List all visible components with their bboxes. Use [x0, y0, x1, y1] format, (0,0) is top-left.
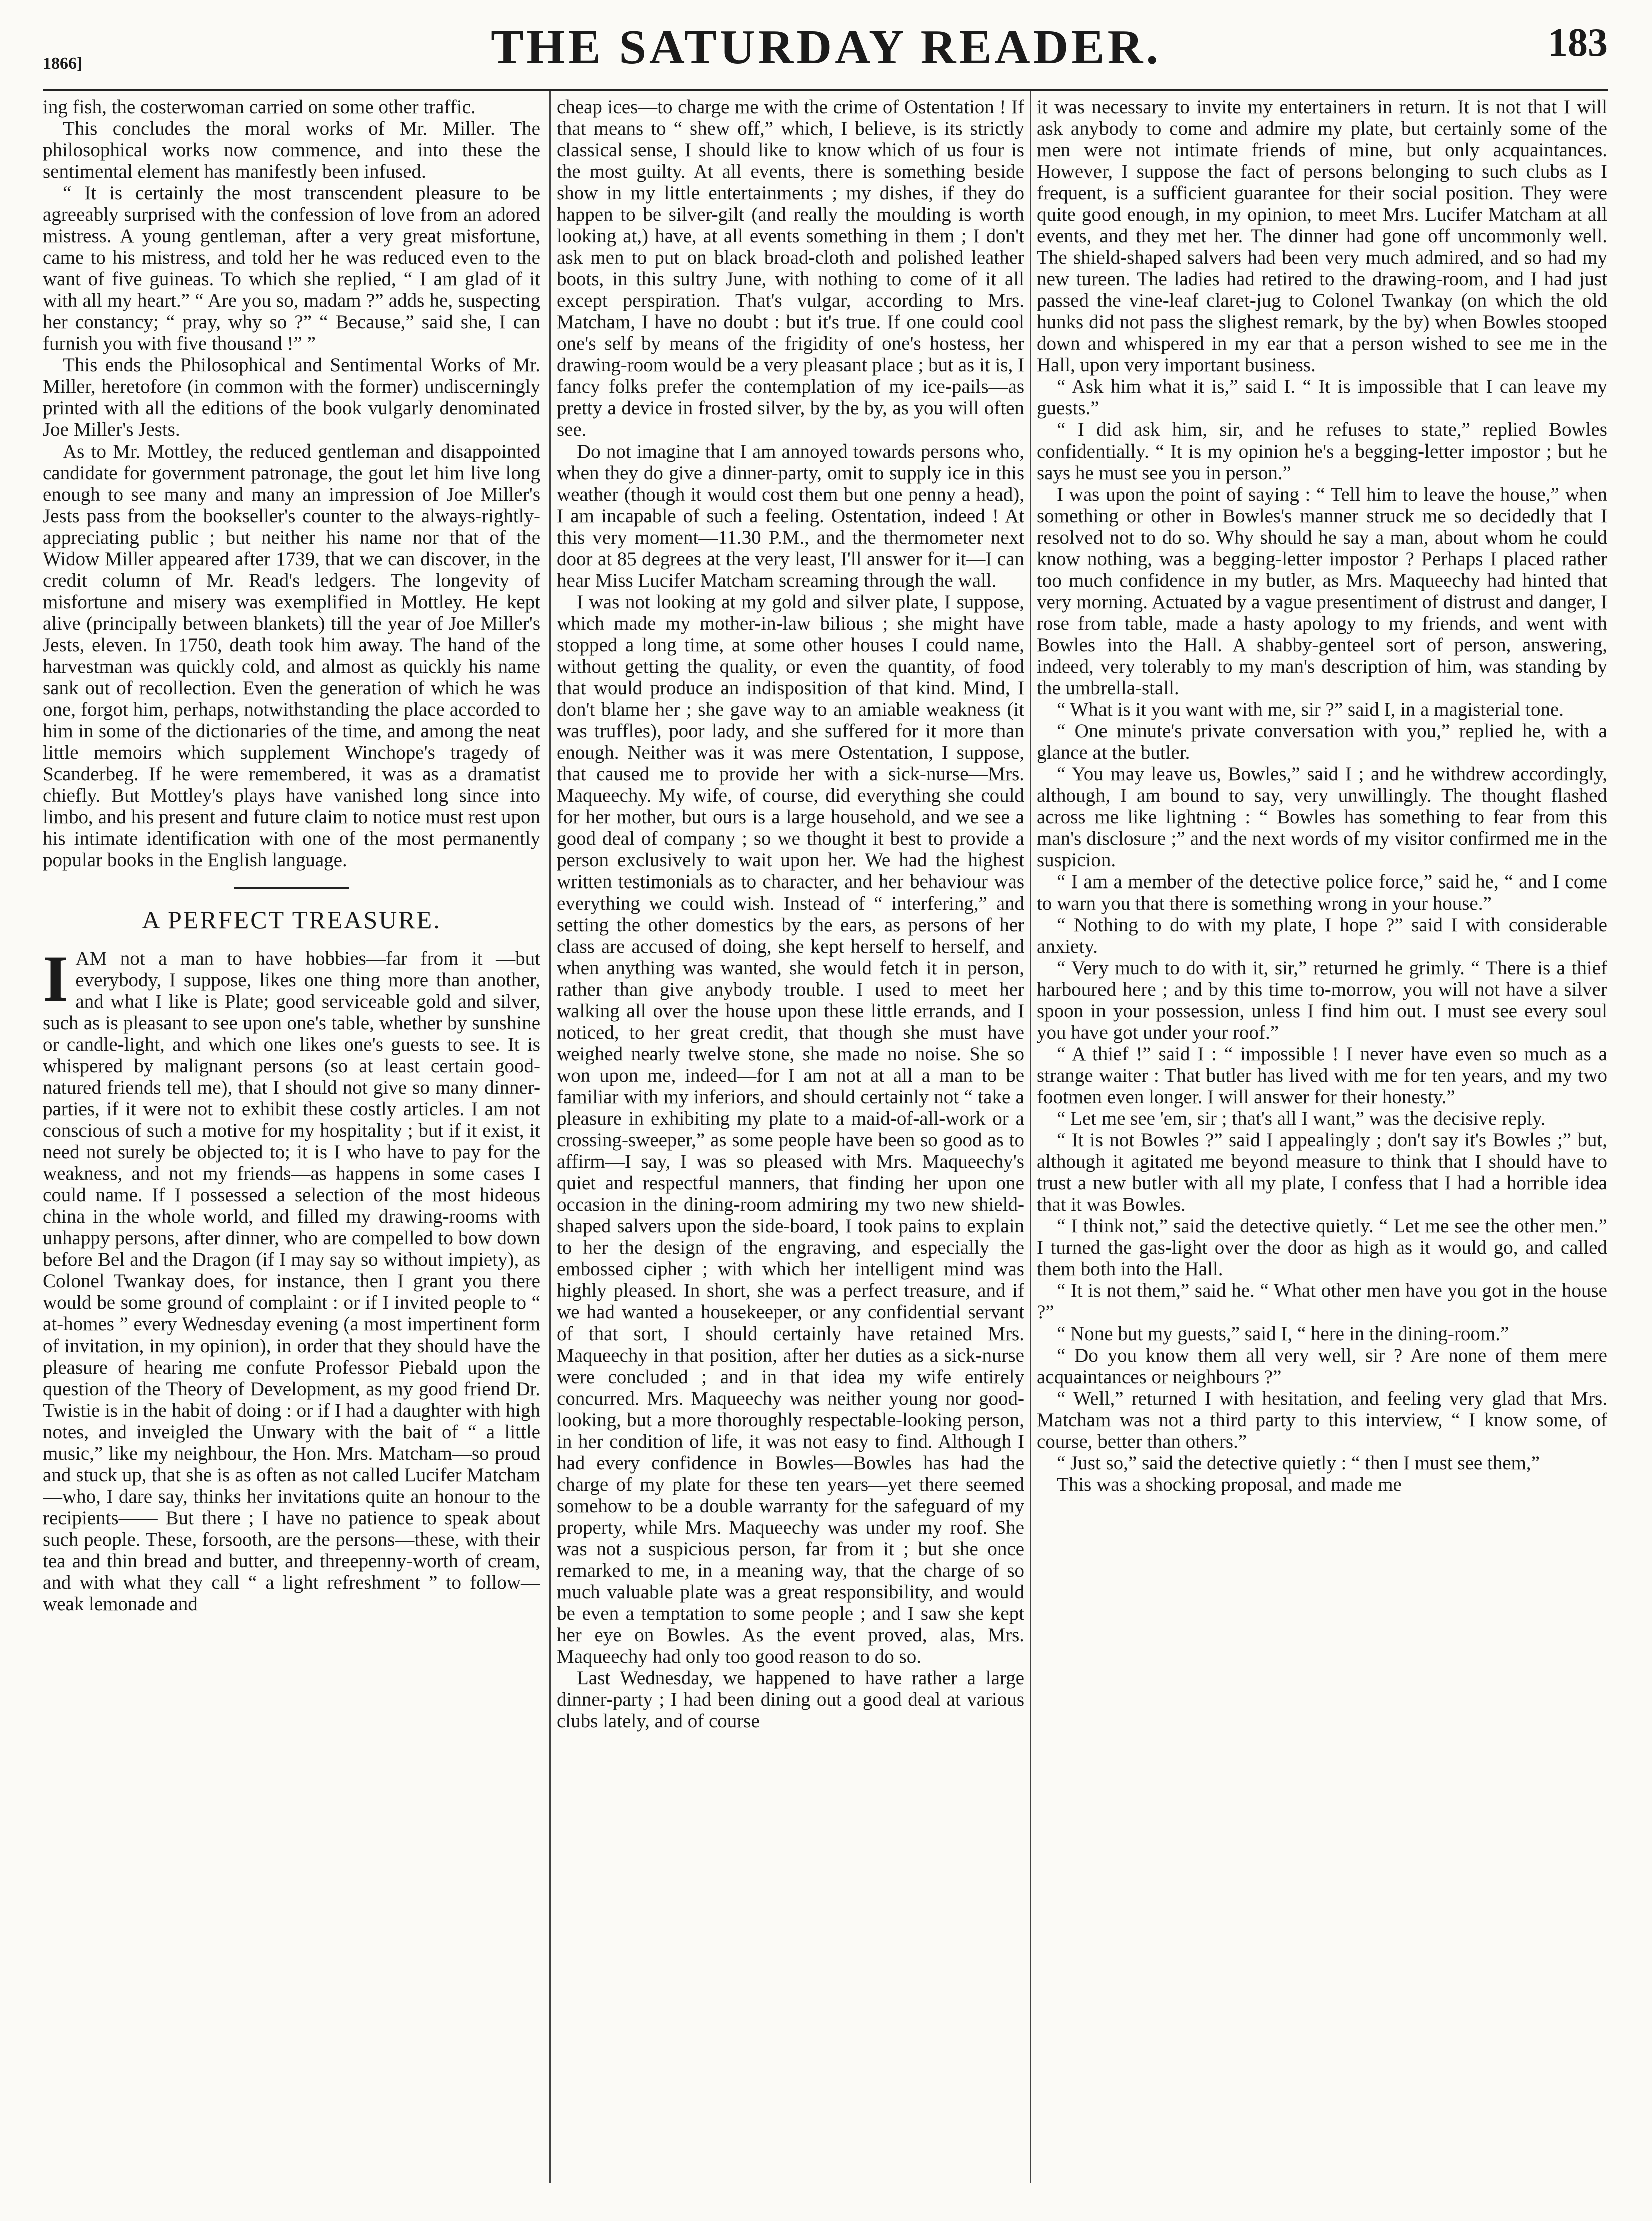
dialogue-paragraph: “ Do you know them all very well, sir ? Are none of them mere acquaintances or neighbours ?”: [1037, 1345, 1607, 1388]
paragraph: This ends the Philosophical and Sentimental Works of Mr. Miller, heretofore (in common with the former) undiscerningly printed with all the editions of the book vulgarly denominated Joe Miller's Jests.: [43, 354, 540, 440]
paragraph: I was not looking at my gold and silver plate, I suppose, which made my mother-in-law bilious ; she might have stopped a long time, at some other houses I could name, without getting the quality, or even the quantity, of food that would produce an indisposition of that kind. Mind, I don't blame her ; she gave way to an amiable weakness (it was truffles), poor lady, and she suffered for it more than enough. Neither was it was mere Ostentation, I suppose, that caused me to provide her with a sick-nurse—Mrs. Maqueechy. My wife, of course, did everything she could for her mother, but ours is a large household, and we see a good deal of company ; so we thought it best to provide a person exclusively to wait upon her. We had the highest written testimonials as to character, and her behaviour was everything we could wish. Instead of “ interfering,” and setting the other domestics by the ears, as persons of her class are accused of doing, she kept herself to herself, and when anything was wanted, she would fetch it in person, rather than give anybody trouble. I used to meet her walking all over the house upon these little errands, and I noticed, to her great credit, that though she must have weighed nearly twelve stone, she made no noise. She so won upon me, indeed—for I am not at all a man to be familiar with my inferiors, and should certainly not “ take a pleasure in exhibiting my plate to a maid-of-all-work or a crossing-sweeper,” as some people have been so good as to affirm—I say, I was so pleased with Mrs. Maqueechy's quiet and respectful manners, that finding her upon one occasion in the dining-room admiring my two new shield-shaped salvers upon the side-board, I took pains to explain to her the design of the engraving, and especially the embossed cipher ; with which her intelligent mind was highly pleased. In short, she was a perfect treasure, and if we had wanted a housekeeper, or any confidential servant of that sort, I should certainly have retained Mrs. Maqueechy in that position, after her duties as a sick-nurse were concluded ; and in that idea my wife entirely concurred. Mrs. Maqueechy was neither young nor good-looking, but a more thoroughly respectable-looking person, in her condition of life, it was not easy to find. Although I had every confidence in Bowles—Bowles has had the charge of my plate for these ten years—yet there seemed somehow to be a double warranty for the safeguard of my property, while Mrs. Maqueechy was under my roof. She was not a suspicious person, far from it ; but she once remarked to me, in a meaning way, that the charge of so much valuable plate was a great responsibility, and would be even a temptation to some people ; and I saw she kept her eye on Bowles. As the event proved, alas, Mrs. Maqueechy had only too good reason to do so.: [557, 591, 1024, 1667]
paragraph: Do not imagine that I am annoyed towards persons who, when they do give a dinner-party, omit to supply ice in this weather (though it would cost them but one penny a head), I am incapable of such a feeling. Ostentation, indeed ! At this very moment—11.30 P.M., and the thermometer next door at 85 degrees at the very least, I'll answer for it—I can hear Miss Lucifer Matcham screaming through the wall.: [557, 440, 1024, 591]
header-rule: [43, 89, 1608, 91]
dialogue-paragraph: “ Ask him what it is,” said I. “ It is impossible that I can leave my guests.”: [1037, 376, 1607, 419]
quotation-paragraph: “ It is certainly the most transcendent pleasure to be agreeably surprised with the confession of love from an adored mistress. A young gentleman, after a very great misfortune, came to his mistress, and told her he was reduced even to the want of five guineas. To which she replied, “ I am glad of it with all my heart.” “ Are you so, madam ?” adds he, suspecting her constancy; “ pray, why so ?” “ Because,” said she, I can furnish you with five thousand !” ”: [43, 182, 540, 354]
dialogue-paragraph: “ Well,” returned I with hesitation, and feeling very glad that Mrs. Matcham was not a third party to this interview, “ I know some, of course, better than others.”: [1037, 1388, 1607, 1452]
paragraph: I was upon the point of saying : “ Tell him to leave the house,” when something or other in Bowles's manner struck me so decidedly that I resolved not to do so. Why should he say a man, about whom he could know nothing, was a begging-letter impostor ? Perhaps I placed rather too much confidence in my butler, as Mrs. Maqueechy had hinted that very morning. Actuated by a vague presentiment of distrust and danger, I rose from table, made a hasty apology to my friends, and went with Bowles into the Hall. A shabby-genteel sort of person, answering, indeed, very tolerably to my man's description of him, was standing by the umbrella-stall.: [1037, 484, 1607, 699]
article-title: A PERFECT TREASURE.: [142, 906, 441, 934]
paragraph: Last Wednesday, we happened to have rather a large dinner-party ; I had been dining out a good deal at various clubs lately, and of course: [557, 1667, 1024, 1732]
paragraph: ing fish, the costerwoman carried on some other traffic.: [43, 96, 476, 118]
dialogue-paragraph: “ What is it you want with me, sir ?” said I, in a magisterial tone.: [1057, 699, 1564, 720]
column-divider-2: [1030, 91, 1031, 2183]
section-rule: [234, 887, 349, 889]
dialogue-paragraph: “ I think not,” said the detective quietly. “ Let me see the other men.” I turned the gas-light over the door as high as it would go, and called them both into the Hall.: [1037, 1215, 1607, 1280]
paragraph: As to Mr. Mottley, the reduced gentleman and disappointed candidate for government patronage, the gout let him live long enough to see many and many an impression of Joe Miller's Jests pass from the bookseller's counter to the always-rightly-appreciating public ; but neither his name nor that of the Widow Miller appeared after 1739, that we can discover, in the credit column of Mr. Read's ledgers. The longevity of misfortune and misery was exemplified in Mottley. He kept alive (principally between blankets) till the year of Joe Miller's Jests, eleven. In 1750, death took him away. The hand of the harvestman was quickly cold, and almost as quickly his name sank out of recollection. Even the generation of which he was one, forgot him, perhaps, notwithstanding the place accorded to him in some of the dictionaries of the time, and among the neat little memoirs which supplement Winchope's tragedy of Scanderbeg. If he were remembered, it was as a dramatist chiefly. But Mottley's plays have vanished long since into limbo, and his present and future claim to notice must rest upon his intimate identification with one of the most permanently popular books in the English language.: [43, 440, 540, 871]
dialogue-paragraph: “ It is not them,” said he. “ What other men have you got in the house ?”: [1037, 1280, 1607, 1323]
dialogue-paragraph: “ Just so,” said the detective quietly : “ then I must see them,”: [1057, 1452, 1540, 1474]
paragraph: This concludes the moral works of Mr. Miller. The philosophical works now commence, and into these the sentimental element has manifestly been infused.: [43, 118, 540, 182]
column-divider-1: [549, 91, 551, 2183]
masthead-title: THE SATURDAY READER.: [491, 20, 1161, 74]
dialogue-paragraph: “ I am a member of the detective police force,” said he, “ and I come to warn you that there is something wrong in your house.”: [1037, 871, 1607, 914]
dialogue-paragraph: “ I did ask him, sir, and he refuses to state,” replied Bowles confidentially. “ It is my opinion he's a begging-letter impostor ; but he says he must see you in person.”: [1037, 419, 1607, 484]
paragraph: it was necessary to invite my entertainers in return. It is not that I will ask anybody to come and admire my plate, but certainly some of the men were not intimate friends of mine, but only acquaintances. However, I suppose the fact of persons belonging to such clubs as I frequent, is a sufficient guarantee for their social position. They were quite good enough, in my opinion, to meet Mrs. Lucifer Matcham at all events, and they met her. The dinner had gone off uncommonly well. The shield-shaped salvers had been very much admired, and so had my new tureen. The ladies had retired to the drawing-room, and I had just passed the vine-leaf claret-jug to Colonel Twankay (on which the old hunks did not pass the slighest remark, by the by) when Bowles stooped down and whispered in my ear that a person wished to see me in the Hall, upon very important business.: [1037, 96, 1607, 376]
page-header: [0, 0, 1652, 95]
dialogue-paragraph: “ You may leave us, Bowles,” said I ; and he withdrew accordingly, although, I am bound to say, very unwillingly. The thought flashed across me like lightning : “ Bowles has something to fear from this man's disclosure ;” and the next words of my visitor confirmed me in the suspicion.: [1037, 763, 1607, 871]
dialogue-paragraph: “ Nothing to do with my plate, I hope ?” said I with considerable anxiety.: [1037, 914, 1607, 957]
dialogue-paragraph: “ Let me see 'em, sir ; that's all I want,” was the decisive reply.: [1057, 1108, 1546, 1129]
dialogue-paragraph: “ It is not Bowles ?” said I appealingly ; don't say it's Bowles ;” but, although it agitated me beyond measure to think that I should have to trust a new butler with all my plate, I confess that I had a horrible idea that it was Bowles.: [1037, 1129, 1607, 1215]
paragraph: cheap ices—to charge me with the crime of Ostentation ! If that means to “ shew off,” which, I believe, is its strictly classical sense, I should like to know which of us four is the most guilty. At all events, there is something beside show in my little entertainments ; my dishes, if they do happen to be silver-gilt (and really the moulding is worth looking at,) have, at all events something in them ; I don't ask men to put on black broad-cloth and polished leather boots, in this sultry June, with nothing to come of it all except perspiration. That's vulgar, according to Mrs. Matcham, I have no doubt : but it's true. If one could cool one's self by means of the frigidity of one's hostess, her drawing-room would be a very pleasant place ; but as it is, I fancy folks prefer the contemplation of my ice-pails—as pretty a device in frosted silver, by the by, as you will often see.: [557, 96, 1024, 440]
dialogue-paragraph: “ None but my guests,” said I, “ here in the dining-room.”: [1057, 1323, 1509, 1345]
column-2: [557, 96, 1024, 2198]
page-number: 183: [1548, 21, 1608, 65]
paragraph: This was a shocking proposal, and made me: [1057, 1474, 1402, 1495]
column-1: [43, 96, 540, 2198]
opening-paragraph: [43, 942, 540, 1615]
dialogue-paragraph: “ A thief !” said I : “ impossible ! I never have even so much as a strange waiter : That butler has lived with me for ten years, and my two footmen even longer. I will answer for their honesty.”: [1037, 1043, 1607, 1108]
column-3: [1037, 96, 1607, 2198]
dialogue-paragraph: “ Very much to do with it, sir,” returned he grimly. “ There is a thief harboured here ; and by this time to-morrow, you will not have a silver spoon in your possession, unless I find him out. I must see every soul you have got under your roof.”: [1037, 957, 1607, 1043]
drop-cap: I: [43, 942, 69, 1015]
dialogue-paragraph: “ One minute's private conversation with you,” replied he, with a glance at the butler.: [1037, 720, 1607, 763]
opening-paragraph-text: AM not a man to have hobbies—far from it —but everybody, I suppose, likes one thing more than another, and what I like is Plate; good serviceable gold and silver, such as is pleasant to see upon one's table, whether by sunshine or candle-light, and which one likes one's guests to see. It is whispered by malignant persons (so at least certain good-natured friends tell me), that I should not give so many dinner-parties, if it were not to exhibit these costly articles. I am not conscious of such a motive for my hospitality ; but if it exist, it need not surely be objected to; it is I who have to pay for the weakness, and not my friends—as happens in some cases I could name. If I possessed a selection of the most hideous china in the whole world, and filled my drawing-rooms with unhappy persons, after dinner, who are compelled to bow down before Bel and the Dragon (if I may say so without impiety), as Colonel Twankay does, for instance, then I grant you there would be some ground of complaint : or if I invited people to “ at-homes ” every Wednesday evening (a most impertinent form of invitation, in my opinion), in order that they should have the pleasure of hearing me confute Professor Piebald upon the question of the Theory of Development, as my good friend Dr. Twistie is in the habit of doing : or if I had a daughter with high notes, and inveigled the Unwary with the bait of “ a little music,” like my neighbour, the Hon. Mrs. Matcham—so proud and stuck up, that she is as often as not called Lucifer Matcham—who, I dare say, thinks her invitations quite an honour to the recipients—— But there ; I have no patience to speak about such people. These, forsooth, are the persons—these, with their tea and thin bread and butter, and threepenny-worth of cream, and with what they call “ a light refreshment ” to follow—weak lemonade and: [43, 948, 540, 1615]
header-date: 1866]: [43, 54, 83, 73]
